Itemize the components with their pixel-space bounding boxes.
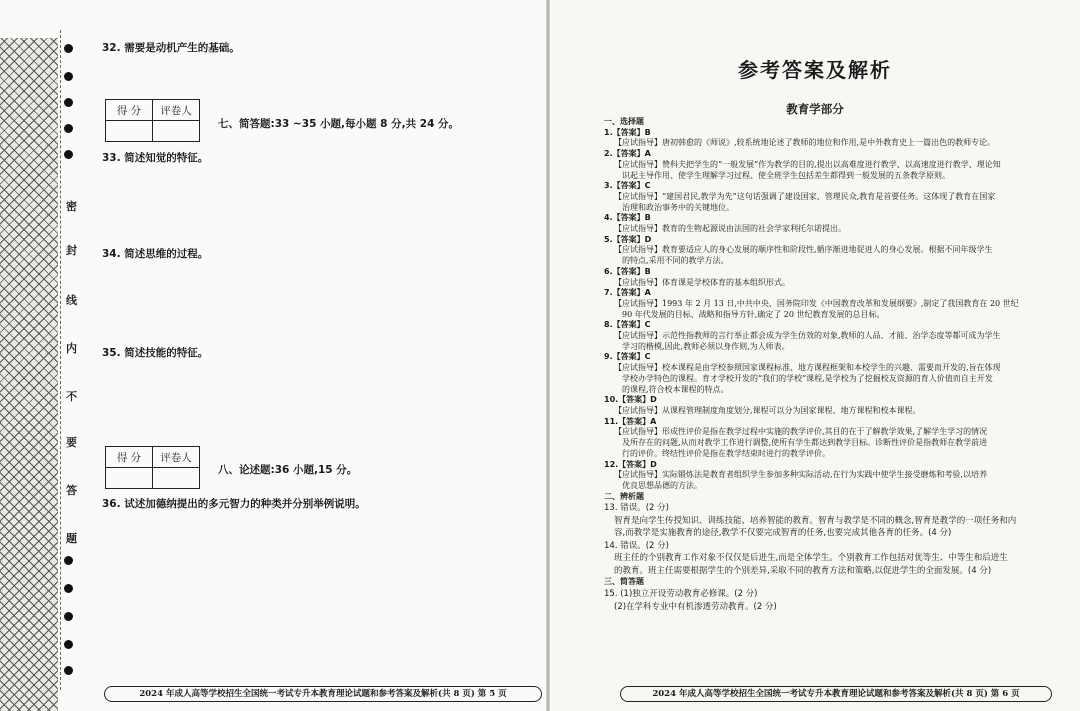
answer-line: 10.【答案】D <box>604 395 657 405</box>
section-subtitle: 教育学部分 <box>786 102 844 116</box>
seal-char: 不 <box>66 390 77 403</box>
seal-char: 线 <box>66 294 77 307</box>
page-footer-right: 2024 年成人高等学校招生全国统一考试专升本教育理论试题和参考答案及解析(共 8 页) 第 6 页 <box>620 686 1052 702</box>
explanation-line: 治理和政治事务中的关键地位。 <box>622 202 734 212</box>
answer-line: 2.【答案】A <box>604 149 651 159</box>
binding-hole <box>64 612 73 621</box>
margin-top-blank <box>0 0 58 38</box>
reviewer-label: 评卷人 <box>153 447 200 468</box>
binding-hole <box>64 98 73 107</box>
reviewer-cell <box>153 121 200 142</box>
score-cell <box>106 468 153 489</box>
explanation-line: 【应试指导】唐初韩愈的《师说》,较系统地论述了教师的地位和作用,是中外教育史上一篇出色的教师专论。 <box>614 138 996 148</box>
answer-line: 7.【答案】A <box>604 288 651 298</box>
page-footer-left: 2024 年成人高等学校招生全国统一考试专升本教育理论试题和参考答案及解析(共 8 页) 第 5 页 <box>104 686 542 702</box>
question-35: 35. 简述技能的特征。 <box>102 347 209 359</box>
explanation-line: 90 年代发展的目标、战略和指导方针,确定了 20 世纪教育发展的总目标。 <box>622 309 885 319</box>
explanation-line: 优良思想品德的方法。 <box>622 480 702 490</box>
score-cell <box>106 121 153 142</box>
answer-line: 11.【答案】A <box>604 416 657 426</box>
seal-char: 内 <box>66 342 77 355</box>
reviewer-cell <box>153 468 200 489</box>
answer-line: 8.【答案】C <box>604 320 651 330</box>
explanation-line: 学校办学特色的课程。育才学校开发的“我们的学校”课程,是学校为了挖掘校友资源的育人价值而自主开发 <box>622 373 993 383</box>
binding-hole <box>64 150 73 159</box>
explanation-line: 【应试指导】示范性指教师的言行举止都会成为学生仿效的对象,教师的人品、才能、治学态度等都可成为学生 <box>614 331 1001 341</box>
answer-content <box>604 117 1074 613</box>
explanation-line: 【应试指导】赞科夫把学生的“一般发展”作为教学的目的,提出以高难度进行教学、以高速度进行教学、理论知 <box>614 159 1001 169</box>
binding-hole <box>64 584 73 593</box>
answer-line: 9.【答案】C <box>604 352 651 362</box>
explanation-line: 13. 错误。(2 分) <box>604 503 669 514</box>
section-heading: 三、简答题 <box>604 577 644 587</box>
explanation-line: 【应试指导】校本课程是由学校参照国家课程标准、地方课程框架和本校学生的兴趣、需要而开发的,旨在体现 <box>614 363 1001 373</box>
binding-hole <box>64 666 73 675</box>
explanation-line: 及所存在的问题,从而对教学工作进行调整,使所有学生都达到教学目标。诊断性评价是指教师在教学前进 <box>622 438 988 448</box>
explanation-line: 识起主导作用、使学生理解学习过程、使全班学生包括差生都得到一般发展的五条教学原则。 <box>622 170 950 180</box>
score-label: 得 分 <box>106 447 153 468</box>
binding-dashed-line <box>60 30 61 690</box>
explanation-line: 的教育。班主任需要根据学生的个别差异,采取不同的教育方法和策略,以促进学生的全面发展。(4 分) <box>614 565 992 576</box>
score-table-section8 <box>105 446 200 489</box>
explanation-line: 行的评价。终结性评价是指在教学结束时进行的教学评价。 <box>622 448 830 458</box>
question-36: 36. 试述加德纳提出的多元智力的种类并分别举例说明。 <box>102 498 366 510</box>
score-table-section7 <box>105 99 200 142</box>
answer-line: 6.【答案】B <box>604 266 651 276</box>
explanation-line: 【应试指导】从课程管理制度角度划分,课程可以分为国家课程、地方课程和校本课程。 <box>614 405 921 415</box>
explanation-line: 班主任的个别教育工作对象不仅仅是后进生,而是全体学生。个别教育工作包括对优等生、中等生和后进生 <box>614 553 1008 564</box>
explanation-line: 【应试指导】体育课是学校体育的基本组织形式。 <box>614 277 790 287</box>
score-label: 得 分 <box>106 100 153 121</box>
section-7-title: 七、简答题:33 ~35 小题,每小题 8 分,共 24 分。 <box>218 118 460 130</box>
answer-line: 1.【答案】B <box>604 127 651 137</box>
binding-margin-hatch <box>0 38 58 711</box>
explanation-line: 【应试指导】1993 年 2 月 13 日,中共中央、国务院印发《中国教育改革和发展纲要》,制定了我国教育在 20 世纪 <box>614 298 1019 308</box>
explanation-line: 【应试指导】“建国君民,教学为先”这句话强调了建设国家、管理民众,教育是首要任务。这体现了教育在国家 <box>614 191 996 201</box>
explanation-line: 智育是向学生传授知识、训练技能、培养智能的教育。智育与教学是不同的概念,智育是教学的一项任务和内 <box>614 515 1017 526</box>
answer-line: 12.【答案】D <box>604 459 657 469</box>
explanation-line: 学习的楷模,因此,教师必须以身作则,为人师表。 <box>622 341 790 351</box>
seal-char: 要 <box>66 436 77 449</box>
explanation-line: 15. (1)独立开设劳动教育必修课。(2 分) <box>604 589 758 600</box>
section-8-title: 八、论述题:36 小题,15 分。 <box>218 464 358 476</box>
explanation-line: 【应试指导】形成性评价是指在教学过程中实施的教学评价,其目的在于了解教学效果,了解学生学习的情况 <box>614 427 988 437</box>
explanation-line: 14. 错误。(2 分) <box>604 540 669 551</box>
seal-char: 封 <box>66 244 77 257</box>
section-heading: 一、选择题 <box>604 117 644 126</box>
page-title: 参考答案及解析 <box>738 58 892 82</box>
reviewer-label: 评卷人 <box>153 100 200 121</box>
explanation-line: 的课程,符合校本课程的特点。 <box>622 384 729 394</box>
section-heading: 二、辨析题 <box>604 491 644 501</box>
explanation-line: 容,而教学是实施教育的途径,教学不仅要完成智育的任务,也要完成其他各育的任务。(4 分) <box>614 528 952 539</box>
answer-line: 4.【答案】B <box>604 213 651 223</box>
binding-hole <box>64 124 73 133</box>
answer-line: 5.【答案】D <box>604 234 652 244</box>
explanation-line: 的特点,采用不同的教学方法。 <box>622 256 729 266</box>
explanation-line: 【应试指导】教育要适应人的身心发展的顺序性和阶段性,循序渐进地促进人的身心发展。根据不同年级学生 <box>614 245 993 255</box>
seal-char: 题 <box>66 532 77 545</box>
binding-hole <box>64 72 73 81</box>
explanation-line: (2)在学科专业中有机渗透劳动教育。(2 分) <box>614 601 777 612</box>
right-page <box>550 0 1080 711</box>
seal-char: 答 <box>66 484 77 497</box>
binding-hole <box>64 44 73 53</box>
explanation-line: 【应试指导】实际锻炼法是教育者组织学生参加多种实际活动,在行为实践中使学生接受磨炼和考验,以培养 <box>614 470 988 480</box>
binding-hole <box>64 640 73 649</box>
binding-hole <box>64 556 73 565</box>
question-34: 34. 简述思维的过程。 <box>102 248 209 260</box>
question-33: 33. 简述知觉的特征。 <box>102 152 209 164</box>
seal-char: 密 <box>66 200 77 213</box>
explanation-line: 【应试指导】教育的生物起源说由法国的社会学家利托尔诺提出。 <box>614 224 846 234</box>
question-32: 32. 需要是动机产生的基础。 <box>102 42 240 54</box>
answer-line: 3.【答案】C <box>604 181 651 191</box>
